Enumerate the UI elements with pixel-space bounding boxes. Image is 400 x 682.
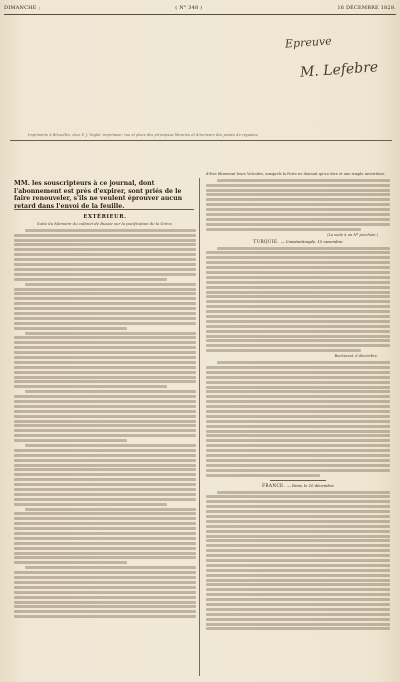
handwritten-note-line1: Epreuve xyxy=(284,34,333,51)
france-heading xyxy=(206,484,390,489)
france-title: FRANCE. xyxy=(262,482,286,488)
left-column xyxy=(14,212,196,620)
turkey-heading xyxy=(206,240,390,245)
masthead-date: 16 DÉCEMBRE 1828. xyxy=(337,5,396,11)
imprint-line: Imprimerie à Bruxelles, chez P. J. Voglet, imprimeur, rue et place des principaux libraires et directeurs des postes du royaume. xyxy=(28,133,259,137)
france-dateline: — Paris, le 10 décembre xyxy=(286,482,334,488)
header-rule xyxy=(10,140,392,141)
subscriber-notice: MM. les souscripteurs à ce journal, dont l'abonnement est près d'expirer, sont priés de le faire renouveler, s'ils ne veulent éprouver aucun retard dans l'envoi de la feuille. xyxy=(14,180,183,210)
masthead-issue: ( N° 348 ) xyxy=(175,5,203,11)
notice-rule xyxy=(14,209,194,210)
turkey-title: TURQUIE. xyxy=(253,238,280,244)
section-title-exterieur: EXTÉRIEUR. xyxy=(83,214,127,220)
column-divider xyxy=(199,178,200,676)
bucharest-dateline: Bucharest, 8 décembre. xyxy=(334,354,378,359)
continued-text: d'être librement leurs Voïvodes, auxquels la Porte ne donnait qu'un titre et une simple investiture. xyxy=(206,172,386,176)
continuation-note: (La suite à un Nº prochain.) xyxy=(327,232,378,237)
masthead xyxy=(4,3,396,13)
body-text-block xyxy=(14,229,196,618)
memoire-subtitle: Suite du Mémoire du cabinet de Russie sur la pacification de la Grèce. xyxy=(36,220,174,226)
turkey-dateline: — Constantinople, 15 novembre xyxy=(280,238,343,244)
right-column xyxy=(206,172,390,632)
masthead-rule xyxy=(4,14,396,15)
handwritten-note-line2: M. Lefebre xyxy=(299,59,379,81)
masthead-day: DIMANCHE ; xyxy=(4,5,41,11)
